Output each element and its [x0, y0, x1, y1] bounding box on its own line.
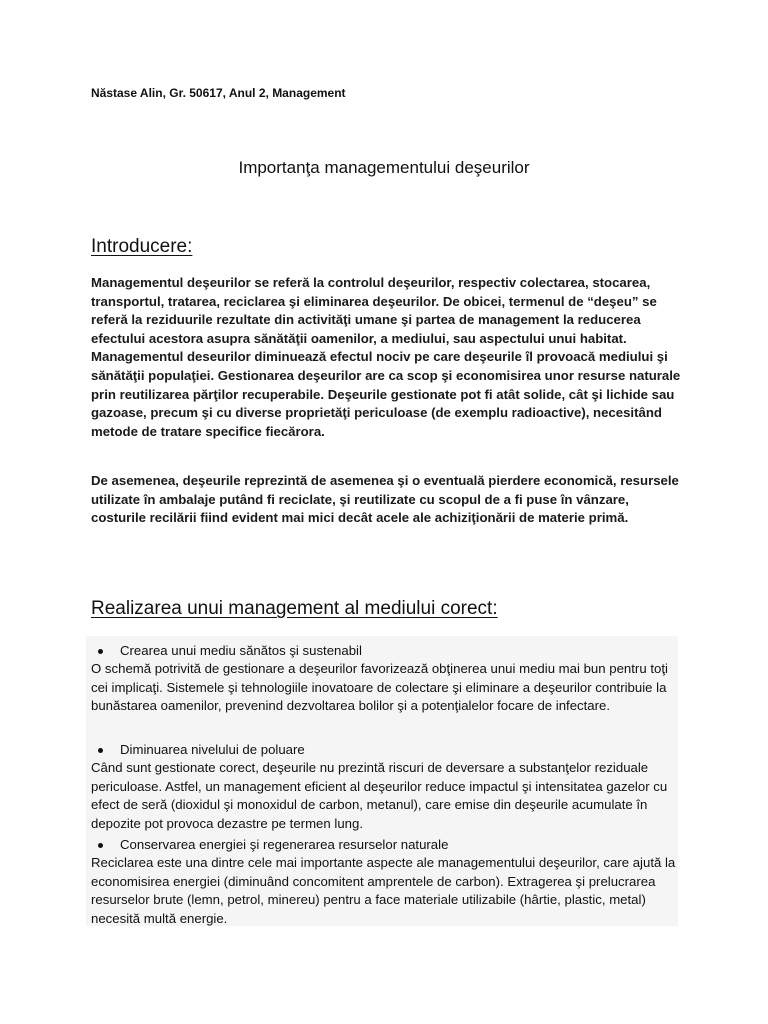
bullet-icon [98, 843, 103, 848]
bullet-line [91, 741, 681, 759]
intro-paragraph-2: De asemenea, deşeurile reprezintă de asemenea şi o eventuală pierdere economică, resursele utilizate în ambalaje putând fi reciclate, şi reutilizate cu scopul de a fi puse în vânzare, costurile recilării fiind evident mai mici decât acele ale achiziţionării de materie primă. [91, 473, 679, 526]
intro-paragraph-1: Managementul deşeurilor se referă la controlul deşeurilor, respectiv colectarea, stocarea, transportul, tratarea, reciclarea şi eliminarea deşeurilor. De obicei, termenul de “deşeu” se referă la reziduurile rezultate din activităţi umane şi partea de management la reducerea efectului acestora asupra sănătăţii oamenilor, a mediului, sau aspectului unui habitat. Managementul deseurilor diminuează efectul nociv pe care deşeurile îl provoacă mediului şi sănătăţii populaţiei. Gestionarea deşeurilor are ca scop şi economisirea unor resurse naturale prin reutilizarea părţilor recuperabile. Deşeurile gestionate pot fi atât solide, cât şi lichide sau gazoase, precum şi cu diverse proprietăţi periculoase (de exemplu radioactive), necesitând metode de tratare specifice fiecărora. [91, 275, 681, 439]
bullet-line [91, 836, 681, 854]
bullet-icon [98, 748, 103, 753]
document-title: Importanţa managementului deşeurilor [238, 158, 530, 177]
bullet-icon [98, 649, 103, 654]
section-heading-management: Realizarea unui management al mediului corect: [91, 598, 498, 619]
item-description: Reciclarea este una dintre cele mai importante aspecte ale managementului deşeurilor, care ajută la economisirea energiei (diminuând concomitent amprentele de carbon). Extragerea şi prelucrarea resurselor brute (lemn, petrol, minereu) pentru a face materiale utilizabile (hârtie, plastic, metal) necesită multă energie. [91, 855, 676, 926]
author-line: Năstase Alin, Gr. 50617, Anul 2, Management [91, 86, 346, 100]
bullet-label: Diminuarea nivelului de poluare [120, 742, 305, 757]
list-item [91, 741, 681, 833]
bullet-label: Conservarea energiei şi regenerarea resurselor naturale [120, 837, 449, 852]
list-item [91, 642, 681, 716]
list-item [91, 836, 681, 928]
item-description: O schemă potrivită de gestionare a deşeurilor favorizează obţinerea unui mediu mai bun pentru toţi cei implicaţi. Sistemele şi tehnologiile inovatoare de colectare şi eliminare a deşeurilor contribuie la bunăstarea oamenilor, prevenind dezvoltarea bolilor şi a potenţialelor focare de infectare. [91, 661, 668, 714]
item-description: Când sunt gestionate corect, deşeurile nu prezintă riscuri de deversare a substanţelor reziduale periculoase. Astfel, un management eficient al deşeurilor reduce impactul şi intensitatea gazelor cu efect de seră (dioxidul şi monoxidul de carbon, metanul), care emise din deşeurile acumulate în depozite pot provoca dezastre pe termen lung. [91, 760, 668, 831]
bullet-label: Crearea unui mediu sănătos şi sustenabil [120, 643, 362, 658]
section-heading-introducere: Introducere: [91, 236, 193, 257]
bullet-line [91, 642, 681, 660]
